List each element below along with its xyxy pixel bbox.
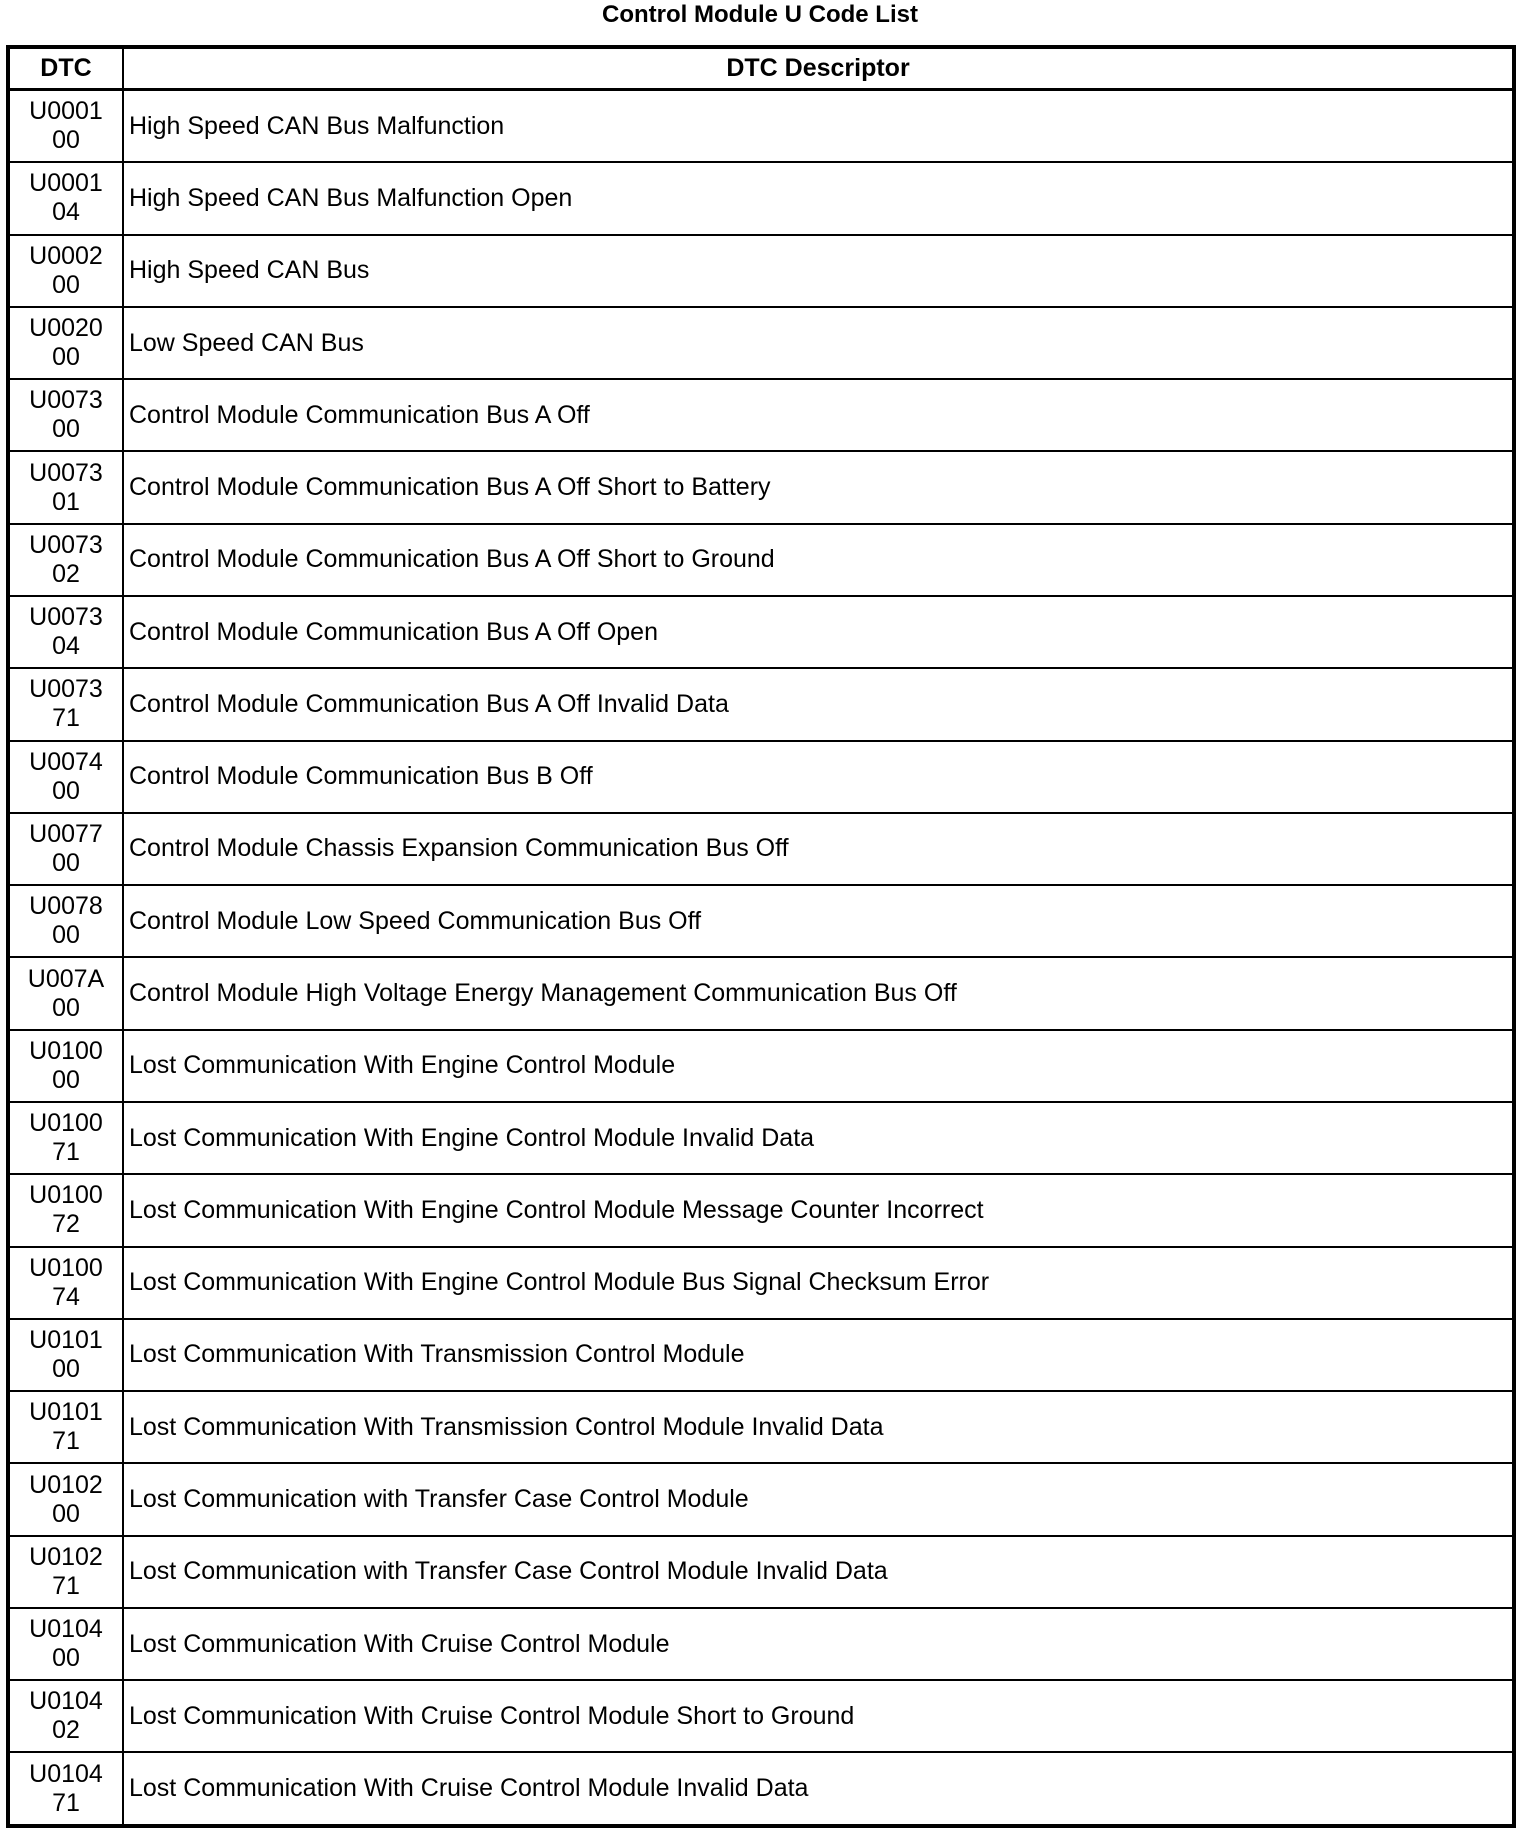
dtc-descriptor: Lost Communication With Cruise Control Module xyxy=(123,1608,1514,1680)
dtc-descriptor: Lost Communication with Transfer Case Control Module Invalid Data xyxy=(123,1536,1514,1608)
dtc-descriptor: Lost Communication With Engine Control Module xyxy=(123,1030,1514,1102)
dtc-descriptor: Control Module Communication Bus A Off Short to Battery xyxy=(123,451,1514,523)
dtc-code-cell xyxy=(8,451,123,523)
dtc-descriptor: Control Module Communication Bus A Off Short to Ground xyxy=(123,524,1514,596)
table-row xyxy=(8,1030,1514,1102)
dtc-descriptor: Control Module Communication Bus A Off xyxy=(123,379,1514,451)
dtc-descriptor: Control Module Low Speed Communication Bus Off xyxy=(123,885,1514,957)
table-row xyxy=(8,162,1514,234)
dtc-symptom-byte: 72 xyxy=(52,1210,80,1239)
dtc-symptom-byte: 71 xyxy=(52,1571,80,1600)
table-header-row xyxy=(8,47,1514,90)
table-row xyxy=(8,596,1514,668)
dtc-descriptor: Lost Communication with Transfer Case Control Module xyxy=(123,1463,1514,1535)
dtc-symptom-byte: 00 xyxy=(52,343,80,371)
table-row xyxy=(8,90,1514,163)
table-row xyxy=(8,1391,1514,1463)
dtc-code-cell xyxy=(8,741,123,813)
dtc-symptom-byte: 00 xyxy=(52,415,80,444)
dtc-code: U0002 xyxy=(29,241,103,270)
dtc-code-cell xyxy=(8,162,123,234)
dtc-code: U0100 xyxy=(29,1253,103,1282)
dtc-code-cell xyxy=(8,957,123,1029)
dtc-symptom-byte: 01 xyxy=(52,487,80,516)
dtc-descriptor: High Speed CAN Bus Malfunction xyxy=(123,90,1514,163)
dtc-code-cell xyxy=(8,668,123,740)
column-header-descriptor: DTC Descriptor xyxy=(123,47,1514,90)
dtc-code: U0001 xyxy=(29,169,103,198)
dtc-code: U0101 xyxy=(29,1325,103,1354)
dtc-symptom-byte: 04 xyxy=(52,198,80,227)
dtc-descriptor: Control Module High Voltage Energy Management Communication Bus Off xyxy=(123,957,1514,1029)
dtc-descriptor: Control Module Communication Bus A Off Invalid Data xyxy=(123,668,1514,740)
table-row xyxy=(8,813,1514,885)
table-row xyxy=(8,1174,1514,1246)
table-row xyxy=(8,668,1514,740)
dtc-code: U0102 xyxy=(29,1470,103,1499)
dtc-symptom-byte: 00 xyxy=(52,1499,80,1528)
dtc-symptom-byte: 00 xyxy=(52,993,80,1022)
table-row xyxy=(8,885,1514,957)
dtc-code-cell xyxy=(8,1680,123,1752)
dtc-symptom-byte: 00 xyxy=(52,848,80,877)
dtc-code: U0101 xyxy=(29,1398,103,1427)
dtc-code-cell xyxy=(8,1102,123,1174)
dtc-symptom-byte: 71 xyxy=(52,704,80,733)
dtc-descriptor: Low Speed CAN Bus xyxy=(123,307,1514,379)
dtc-code: U0001 xyxy=(29,97,103,126)
dtc-descriptor: Lost Communication With Transmission Control Module xyxy=(123,1319,1514,1391)
table-row xyxy=(8,1102,1514,1174)
dtc-symptom-byte: 00 xyxy=(52,1644,80,1673)
table-row xyxy=(8,1608,1514,1680)
dtc-code-cell xyxy=(8,90,123,163)
dtc-code-cell xyxy=(8,1752,123,1826)
table-row xyxy=(8,1752,1514,1826)
dtc-code: U0073 xyxy=(29,675,103,704)
dtc-code-cell xyxy=(8,1319,123,1391)
table-row xyxy=(8,379,1514,451)
dtc-code: U0074 xyxy=(29,747,103,776)
dtc-code-cell xyxy=(8,1391,123,1463)
dtc-code: U0104 xyxy=(29,1759,103,1788)
dtc-symptom-byte: 71 xyxy=(52,1138,80,1167)
dtc-code: U0102 xyxy=(29,1542,103,1571)
dtc-table xyxy=(6,45,1516,1828)
dtc-code-cell xyxy=(8,235,123,307)
dtc-code-cell xyxy=(8,379,123,451)
dtc-descriptor: Control Module Chassis Expansion Communication Bus Off xyxy=(123,813,1514,885)
dtc-descriptor: Lost Communication With Transmission Control Module Invalid Data xyxy=(123,1391,1514,1463)
table-row xyxy=(8,1536,1514,1608)
dtc-code: U0073 xyxy=(29,530,103,559)
table-row xyxy=(8,307,1514,379)
dtc-symptom-byte: 02 xyxy=(52,559,80,588)
dtc-code-cell xyxy=(8,1247,123,1319)
dtc-symptom-byte: 00 xyxy=(52,776,80,805)
table-row xyxy=(8,524,1514,596)
dtc-symptom-byte: 00 xyxy=(52,126,80,155)
dtc-code: U0077 xyxy=(29,819,103,848)
dtc-code: U007A xyxy=(27,964,105,993)
table-row xyxy=(8,1319,1514,1391)
dtc-symptom-byte: 00 xyxy=(52,270,80,299)
dtc-code-cell xyxy=(8,1463,123,1535)
dtc-symptom-byte: 02 xyxy=(52,1716,80,1745)
dtc-symptom-byte: 74 xyxy=(52,1282,80,1311)
dtc-symptom-byte: 04 xyxy=(52,632,80,661)
dtc-descriptor: Control Module Communication Bus A Off Open xyxy=(123,596,1514,668)
dtc-code-cell xyxy=(8,813,123,885)
dtc-code-cell xyxy=(8,1174,123,1246)
table-row xyxy=(8,451,1514,523)
table-row xyxy=(8,1680,1514,1752)
dtc-descriptor: Control Module Communication Bus B Off xyxy=(123,741,1514,813)
dtc-code: U0078 xyxy=(29,892,103,921)
column-header-dtc: DTC xyxy=(8,47,123,90)
dtc-descriptor: High Speed CAN Bus Malfunction Open xyxy=(123,162,1514,234)
dtc-descriptor: Lost Communication With Engine Control Module Bus Signal Checksum Error xyxy=(123,1247,1514,1319)
dtc-symptom-byte: 00 xyxy=(52,921,80,950)
dtc-code-cell xyxy=(8,596,123,668)
dtc-code: U0100 xyxy=(29,1036,103,1065)
page-title: Control Module U Code List xyxy=(602,1,918,28)
dtc-symptom-byte: 71 xyxy=(52,1788,80,1817)
dtc-descriptor: Lost Communication With Engine Control Module Invalid Data xyxy=(123,1102,1514,1174)
dtc-code-cell xyxy=(8,1536,123,1608)
dtc-code-cell xyxy=(8,307,123,379)
dtc-code: U0073 xyxy=(29,458,103,487)
dtc-code-cell xyxy=(8,885,123,957)
dtc-code: U0073 xyxy=(29,603,103,632)
dtc-code: U0104 xyxy=(29,1615,103,1644)
dtc-code-cell xyxy=(8,1030,123,1102)
dtc-code: U0100 xyxy=(29,1109,103,1138)
dtc-descriptor: Lost Communication With Cruise Control Module Short to Ground xyxy=(123,1680,1514,1752)
dtc-code: U0020 xyxy=(29,314,103,342)
dtc-code: U0104 xyxy=(29,1687,103,1716)
dtc-code: U0073 xyxy=(29,386,103,415)
table-row xyxy=(8,235,1514,307)
dtc-code-cell xyxy=(8,1608,123,1680)
table-row xyxy=(8,741,1514,813)
dtc-descriptor: Lost Communication With Engine Control Module Message Counter Incorrect xyxy=(123,1174,1514,1246)
dtc-code-cell xyxy=(8,524,123,596)
dtc-descriptor: Lost Communication With Cruise Control Module Invalid Data xyxy=(123,1752,1514,1826)
dtc-code: U0100 xyxy=(29,1181,103,1210)
dtc-symptom-byte: 00 xyxy=(52,1354,80,1383)
dtc-descriptor: High Speed CAN Bus xyxy=(123,235,1514,307)
table-row xyxy=(8,957,1514,1029)
dtc-symptom-byte: 00 xyxy=(52,1065,80,1094)
table-row xyxy=(8,1463,1514,1535)
dtc-symptom-byte: 71 xyxy=(52,1427,80,1456)
table-row xyxy=(8,1247,1514,1319)
